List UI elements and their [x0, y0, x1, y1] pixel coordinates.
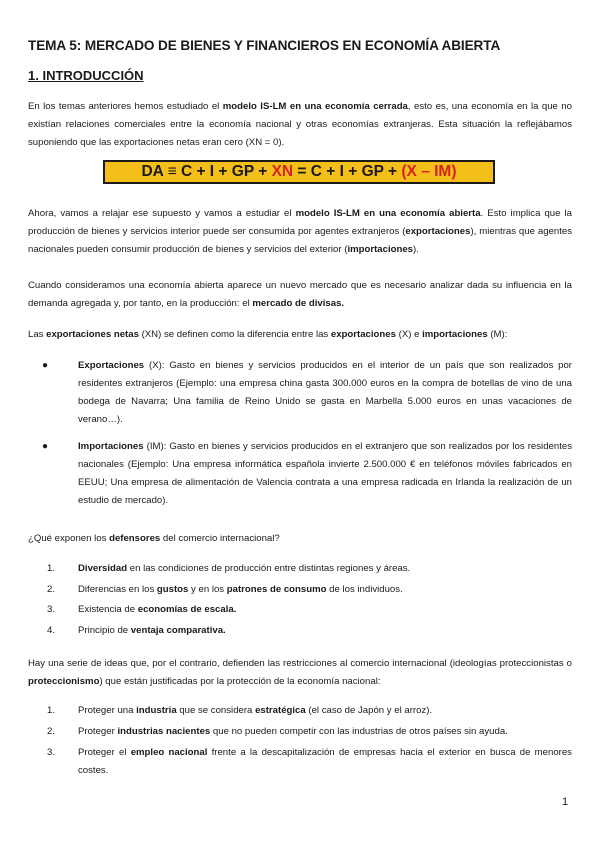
text-run: ) que están justificadas por la protección de la economía nacional:: [99, 676, 381, 687]
bullet-icon: ●: [42, 441, 49, 452]
text-run: (IM): Gasto en bienes y servicios producidos en el extranjero que son realizados por los residentes nacionales (Ejemplo: Una empresa informática española invierte 2.500.000 € en teléfonos móviles fabricados en EEUU; Una empresa de alimentación de Valencia contrata a una empresa radicada en Irlanda la realización de un estudio de mercado).: [78, 441, 572, 506]
text-run: (el caso de Japón y el arroz).: [305, 705, 433, 716]
bold-term: patrones de consumo: [226, 584, 327, 595]
paragraph-net-exports: [28, 326, 572, 344]
text-run: que no pueden competir con las industrias de otros países sin ayuda.: [210, 726, 508, 737]
section-heading: 1. INTRODUCCIÓN: [28, 68, 144, 83]
list-number: 1.: [47, 705, 56, 716]
text-run: ¿Qué exponen los: [28, 533, 110, 544]
text-run: (XN) se definen como la diferencia entre las: [138, 329, 331, 340]
equation-highlight: (X – IM): [401, 163, 457, 180]
paragraph-currency-market: [28, 277, 572, 313]
text-run: en las condiciones de producción entre distintas regiones y áreas.: [127, 563, 411, 574]
paragraph-protectionism: [28, 655, 572, 691]
bold-term: modelo IS-LM en una economía abierta: [295, 208, 481, 219]
list-number: 4.: [47, 625, 56, 636]
equation-part: = C + I + GP +: [293, 163, 402, 180]
equation-part: DA ≡ C + I + GP +: [141, 163, 272, 180]
text-run: Ahora, vamos a relajar ese supuesto y vamos a estudiar el: [28, 208, 296, 219]
paragraph-intro: [28, 98, 572, 152]
bold-term: ventaja comparativa.: [130, 625, 226, 636]
text-run: Hay una serie de ideas que, por el contrario, defienden las restricciones al comercio internacional (ideologías proteccionistas o: [28, 658, 572, 669]
bold-term: proteccionismo: [28, 676, 100, 687]
bold-term: gustos: [156, 584, 189, 595]
list-item: [28, 622, 572, 640]
text-run: Proteger una: [78, 705, 137, 716]
text-run: Las: [28, 329, 47, 340]
text-run: y en los: [188, 584, 227, 595]
list-number: 2.: [47, 584, 56, 595]
text-run: En los temas anteriores hemos estudiado el: [28, 101, 223, 112]
list-item: [28, 560, 572, 578]
text-run: (X) e: [395, 329, 423, 340]
bold-term: economías de escala.: [137, 604, 237, 615]
text-run: (X): Gasto en bienes y servicios producidos en el interior de un país que son realizados por residentes extranjeros (Ejemplo: una empresa china gasta 300.000 euros en la compra de botellas de vino de una bodega de Navarra; Una familia de Reino Unido se gasta en Marbella 5.000 euros en unas vacaciones de verano…).: [78, 360, 572, 425]
bullet-icon: ●: [42, 360, 49, 371]
list-item: [28, 702, 572, 720]
text-run: Principio de: [78, 625, 131, 636]
bold-term: importaciones: [347, 244, 414, 255]
text-run: del comercio internacional?: [160, 533, 280, 544]
bullet-item-imports: [28, 438, 572, 510]
document-title: TEMA 5: MERCADO DE BIENES Y FINANCIEROS EN ECONOMÍA ABIERTA: [28, 38, 501, 53]
bold-term: Importaciones: [78, 441, 144, 452]
text-run: que se considera: [176, 705, 256, 716]
bold-term: empleo nacional: [130, 747, 208, 758]
bold-term: industria: [136, 705, 177, 716]
bold-term: importaciones: [422, 329, 488, 340]
text-run: de los individuos.: [326, 584, 403, 595]
text-run: ), mientras que agentes nacionales pueden consumir producción de bienes y servicios del exterior (: [28, 226, 573, 255]
equation-box: [103, 160, 495, 184]
bold-term: Exportaciones: [78, 360, 145, 371]
text-run: frente a la descapitalización de empresas hacia el exterior en busca de menores costes.: [78, 747, 572, 776]
list-item: [28, 723, 572, 741]
bullet-item-exports: [28, 357, 572, 429]
list-item: [28, 601, 572, 619]
text-run: Cuando consideramos una economía abierta aparece un nuevo mercado que es necesario analizar dada su influencia en la demanda agregada y, por tanto, en la producción: el: [28, 280, 572, 309]
bold-term: exportaciones: [405, 226, 471, 237]
text-run: ).: [413, 244, 419, 255]
list-item: [28, 581, 572, 599]
text-run: . Esto implica que la producción de bienes y servicios interior puede ser consumida por agentes extranjeros (: [28, 208, 573, 237]
bold-term: modelo IS-LM en una economía cerrada: [222, 101, 408, 112]
list-number: 3.: [47, 747, 56, 758]
text-run: (M):: [487, 329, 508, 340]
question-defenders: [28, 530, 572, 548]
text-run: Existencia de: [78, 604, 138, 615]
bold-term: exportaciones netas: [46, 329, 139, 340]
list-number: 1.: [47, 563, 56, 574]
bold-term: Diversidad: [78, 563, 128, 574]
bold-term: exportaciones: [330, 329, 396, 340]
paragraph-open-economy: [28, 205, 572, 259]
list-number: 2.: [47, 726, 56, 737]
list-item: [28, 744, 572, 780]
text-run: Diferencias en los: [78, 584, 157, 595]
bold-term: estratégica: [255, 705, 306, 716]
text-run: Proteger: [78, 726, 118, 737]
text-run: , esto es, una economía en la que no existían relaciones comerciales entre la economía nacional y otras economías extranjeras. Esta situación la reflejábamos suponiendo que las exportaciones netas eran cero (XN = 0).: [28, 101, 572, 148]
text-run: Proteger el: [78, 747, 131, 758]
list-number: 3.: [47, 604, 56, 615]
page-number: 1: [562, 796, 569, 808]
equation-highlight: XN: [271, 163, 294, 180]
bold-term: defensores: [109, 533, 161, 544]
bold-term: mercado de divisas.: [252, 298, 345, 309]
bold-term: industrias nacientes: [117, 726, 211, 737]
